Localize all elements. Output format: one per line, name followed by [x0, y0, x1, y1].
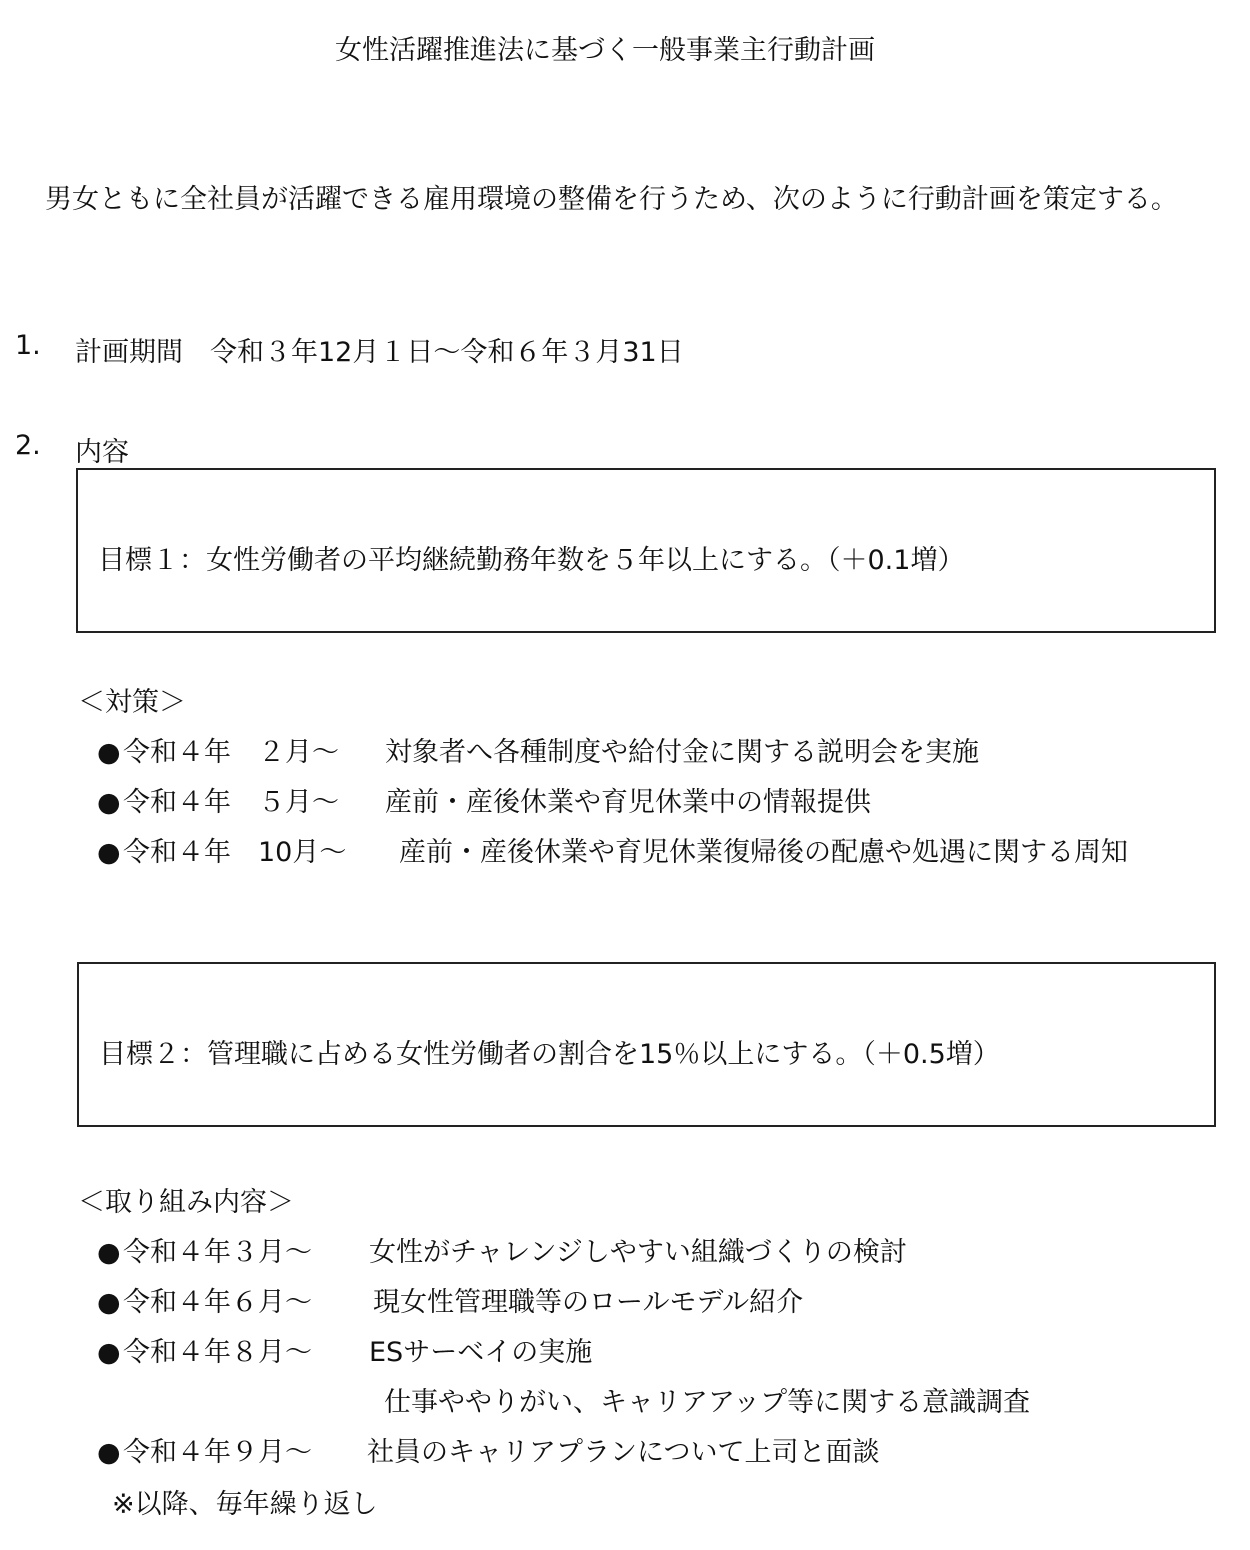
bullet-icon: ●	[97, 837, 121, 868]
goal2-item-3-continuation	[384, 1380, 1030, 1419]
goal1-item-1-date: 令和４年 ２月～	[123, 737, 339, 768]
goal1-item-2-date: 令和４年 ５月～	[123, 787, 339, 818]
goal1-item-1	[97, 730, 979, 769]
bullet-icon: ●	[97, 1437, 121, 1468]
goal2-item-2-date: 令和４年６月～	[123, 1287, 312, 1318]
bullet-icon: ●	[97, 787, 121, 818]
goal1-text: 目標１：女性労働者の平均継続勤務年数を５年以上にする。（＋0.1増）	[98, 545, 965, 576]
goal2-heading: ＜取り組み内容＞	[78, 1187, 294, 1218]
intro-paragraph: 男女ともに全社員が活躍できる雇用環境の整備を行うため、次のように行動計画を策定する。	[45, 184, 1178, 215]
section2-number: 2.	[15, 430, 41, 461]
goal2-item-4	[97, 1430, 879, 1469]
goal2-item-1-text: 女性がチャレンジしやすい組織づくりの検討	[369, 1237, 907, 1268]
goal1-box	[76, 468, 1216, 633]
goal2-item-2-text: 現女性管理職等のロールモデル紹介	[373, 1287, 804, 1318]
goal1-item-3-text: 産前・産後休業や育児休業復帰後の配慮や処遇に関する周知	[399, 837, 1128, 868]
section1-period-value: 令和３年12月１日～令和６年３月31日	[210, 337, 684, 368]
goal2-box	[77, 962, 1216, 1127]
goal1-item-3-date: 令和４年 10月～	[123, 837, 347, 868]
goal1-item-1-text: 対象者へ各種制度や給付金に関する説明会を実施	[385, 737, 979, 768]
goal1-item-2	[97, 780, 871, 819]
section1-number: 1.	[15, 330, 41, 361]
bullet-icon: ●	[97, 1337, 121, 1368]
goal1-item-2-text: 産前・産後休業や育児休業中の情報提供	[385, 787, 871, 818]
section2-label: 内容	[75, 437, 129, 468]
goal2-item-1	[97, 1230, 907, 1269]
goal2-item-4-text: 社員のキャリアプランについて上司と面談	[367, 1437, 880, 1468]
bullet-icon: ●	[97, 1237, 121, 1268]
section1-label: 計画期間	[75, 337, 183, 368]
document-title: 女性活躍推進法に基づく一般事業主行動計画	[335, 35, 875, 66]
repeat-note: ※以降、毎年繰り返し	[112, 1489, 378, 1520]
goal2-item-2	[97, 1280, 803, 1319]
goal2-item-3	[97, 1330, 592, 1369]
goal2-item-3-date: 令和４年８月～	[123, 1337, 312, 1368]
goal2-text: 目標２：管理職に占める女性労働者の割合を15％以上にする。（＋0.5増）	[99, 1039, 1000, 1070]
goal1-heading: ＜対策＞	[78, 687, 186, 718]
goal2-item-3-detail: 仕事ややりがい、キャリアアップ等に関する意識調査	[384, 1387, 1031, 1418]
goal2-item-3-text: ESサーベイの実施	[369, 1337, 593, 1368]
goal1-item-3	[97, 830, 1128, 869]
goal2-item-1-date: 令和４年３月～	[123, 1237, 312, 1268]
goal2-item-4-date: 令和４年９月～	[123, 1437, 312, 1468]
bullet-icon: ●	[97, 1287, 121, 1318]
bullet-icon: ●	[97, 737, 121, 768]
